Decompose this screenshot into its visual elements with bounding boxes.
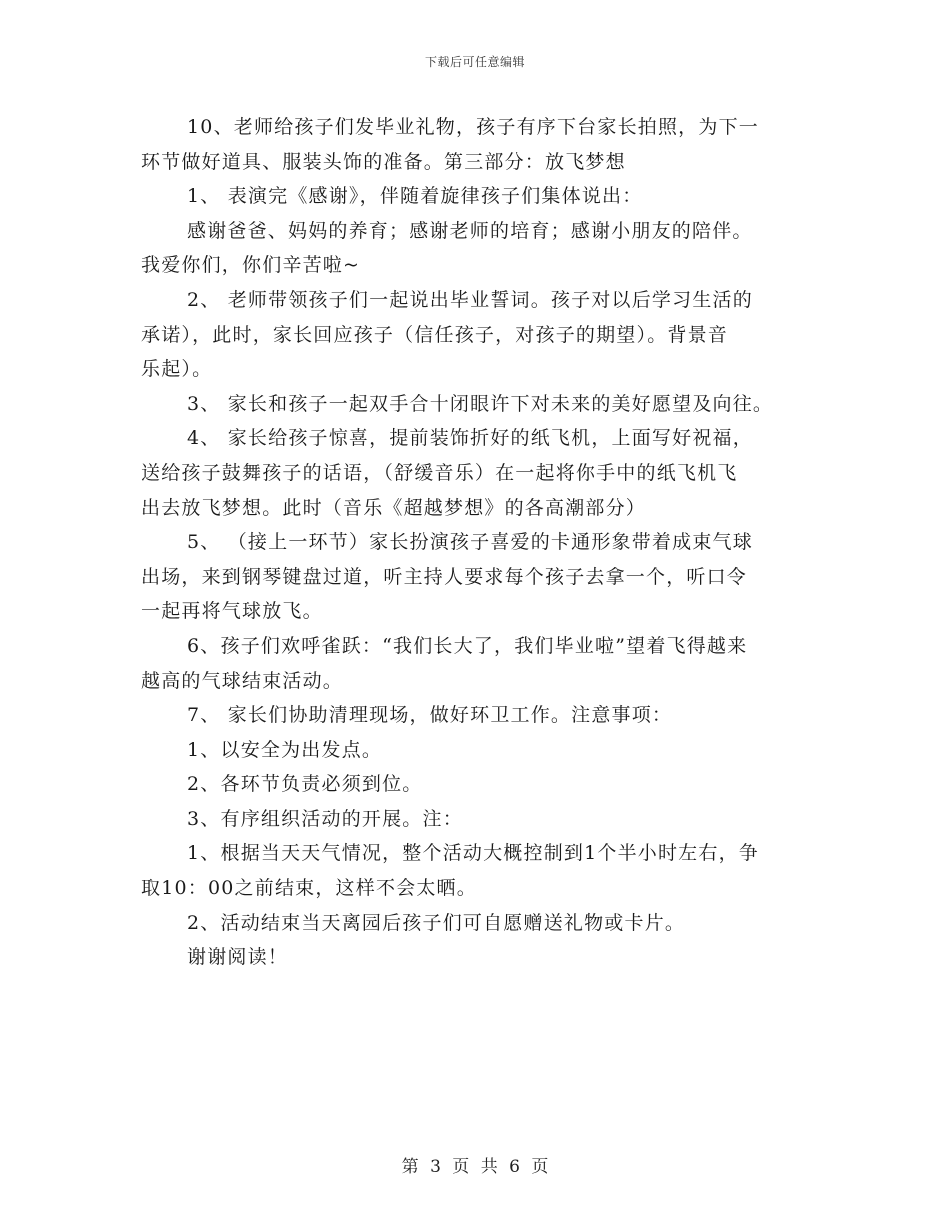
text-line: 5、 （接上一环节）家长扮演孩子喜爱的卡通形象带着成束气球 — [187, 531, 753, 554]
document-body — [141, 110, 813, 975]
text-line: 出场，来到钢琴键盘过道，听主持人要求每个孩子去拿一个，听口令 — [141, 565, 748, 588]
text-line: 3、 家长和孩子一起双手合十闭眼许下对未来的美好愿望及向往。 — [187, 392, 774, 415]
text-line: 2、各环节负责必须到位。 — [187, 773, 423, 796]
text-line: 4、 家长给孩子惊喜，提前装饰折好的纸飞机，上面写好祝福， — [187, 427, 753, 450]
text-line: 1、以安全为出发点。 — [187, 738, 383, 761]
text-line: 一起再将气球放飞。 — [141, 600, 323, 623]
text-line: 我爱你们，你们辛苦啦~ — [141, 254, 361, 277]
text-line: 环节做好道具、服装头饰的准备。第三部分：放飞梦想 — [141, 150, 626, 173]
text-line: 1、 表演完《感谢》，伴随着旋律孩子们集体说出： — [187, 185, 643, 208]
text-line: 2、活动结束当天离园后孩子们可自愿赠送礼物或卡片。 — [187, 911, 686, 934]
text-line: 乐起）。 — [141, 358, 213, 381]
text-line: 越高的气球结束活动。 — [141, 669, 344, 692]
text-line: 6、孩子们欢呼雀跃：“我们长大了，我们毕业啦”望着飞得越来 — [187, 634, 748, 657]
text-line: 1、根据当天天气情况，整个活动大概控制到1个半小时左右，争 — [187, 842, 759, 865]
text-line: 承诺），此时，家长回应孩子（信任孩子，对孩子的期望）。背景音 — [141, 323, 729, 346]
text-line: 10、老师给孩子们发毕业礼物，孩子有序下台家长拍照，为下一 — [187, 116, 759, 138]
page-header: 下载后可任意编辑 — [424, 55, 525, 69]
text-line: 谢谢阅读！ — [187, 946, 289, 969]
text-line: 送给孩子鼓舞孩子的话语，（舒缓音乐）在一起将你手中的纸飞机飞 — [141, 461, 738, 484]
text-line: 感谢爸爸、妈妈的养育；感谢老师的培育；感谢小朋友的陪伴。 — [187, 219, 753, 242]
text-line: 7、 家长们协助清理现场，做好环卫工作。注意事项： — [187, 704, 673, 727]
text-line: 取10：00之前结束，这样不会太晒。 — [141, 877, 477, 900]
page-number: 第 3 页 共 6 页 — [401, 1157, 549, 1177]
text-line: 出去放飞梦想。此时（音乐《超越梦想》的各高潮部分） — [141, 496, 647, 519]
text-line: 2、 老师带领孩子们一起说出毕业誓词。孩子对以后学习生活的 — [187, 288, 753, 311]
text-line: 3、有序组织活动的开展。注： — [187, 807, 463, 830]
